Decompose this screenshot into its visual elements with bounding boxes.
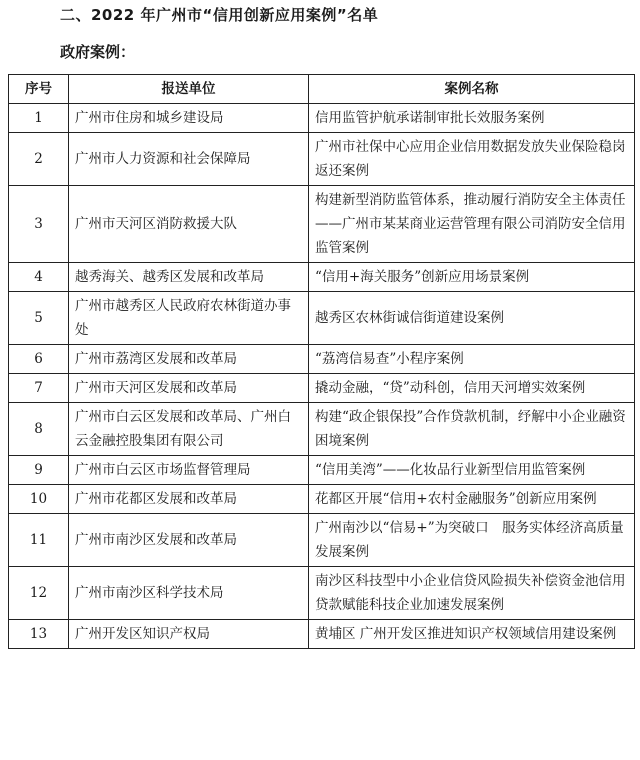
row-index: 10 [9,485,69,514]
section-heading-government-cases: 政府案例： [60,43,136,61]
row-unit: 广州市天河区消防救援大队 [69,186,309,263]
row-case-name: 撬动金融，“贷”动科创，信用天河增实效案例 [309,374,635,403]
row-index: 12 [9,567,69,620]
header-unit: 报送单位 [69,75,309,104]
row-index: 11 [9,514,69,567]
row-case-name: 构建“政企银保投”合作贷款机制，纾解中小企业融资困境案例 [309,403,635,456]
header-case-name: 案例名称 [309,75,635,104]
row-index: 6 [9,345,69,374]
table-row [9,186,635,263]
table-row [9,374,635,403]
row-index: 5 [9,292,69,345]
table-row [9,133,635,186]
table-row [9,292,635,345]
row-unit: 广州市住房和城乡建设局 [69,104,309,133]
table-row [9,104,635,133]
cases-table [8,74,635,649]
row-unit: 广州市南沙区发展和改革局 [69,514,309,567]
row-index: 1 [9,104,69,133]
table-row [9,403,635,456]
row-case-name: 南沙区科技型中小企业信贷风险损失补偿资金池信用贷款赋能科技企业加速发展案例 [309,567,635,620]
row-unit: 广州开发区知识产权局 [69,620,309,649]
row-unit: 广州市花都区发展和改革局 [69,485,309,514]
table-row [9,345,635,374]
row-index: 4 [9,263,69,292]
table-row [9,514,635,567]
row-case-name: 越秀区农林街诚信街道建设案例 [309,292,635,345]
row-case-name: 信用监管护航承诺制审批长效服务案例 [309,104,635,133]
row-case-name: “信用美湾”——化妆品行业新型信用监管案例 [309,456,635,485]
row-case-name: 黄埔区 广州开发区推进知识产权领域信用建设案例 [309,620,635,649]
row-unit: 广州市南沙区科学技术局 [69,567,309,620]
row-index: 7 [9,374,69,403]
table-row [9,485,635,514]
row-unit: 广州市越秀区人民政府农林街道办事处 [69,292,309,345]
row-unit: 广州市白云区市场监督管理局 [69,456,309,485]
table-row [9,620,635,649]
row-index: 9 [9,456,69,485]
row-unit: 广州市白云区发展和改革局、广州白云金融控股集团有限公司 [69,403,309,456]
row-case-name: 广州南沙以“信易+”为突破口 服务实体经济高质量发展案例 [309,514,635,567]
row-index: 13 [9,620,69,649]
row-case-name: 广州市社保中心应用企业信用数据发放失业保险稳岗返还案例 [309,133,635,186]
row-case-name: 花都区开展“信用+农村金融服务”创新应用案例 [309,485,635,514]
row-unit: 越秀海关、越秀区发展和改革局 [69,263,309,292]
table-header-row [9,75,635,104]
row-case-name: “信用+海关服务”创新应用场景案例 [309,263,635,292]
row-unit: 广州市人力资源和社会保障局 [69,133,309,186]
page-heading: 二、2022 年广州市“信用创新应用案例”名单 [60,6,379,24]
row-index: 2 [9,133,69,186]
row-unit: 广州市荔湾区发展和改革局 [69,345,309,374]
row-case-name: 构建新型消防监管体系，推动履行消防安全主体责任——广州市某某商业运营管理有限公司消防安全信用监管案例 [309,186,635,263]
table-row [9,456,635,485]
table-row [9,263,635,292]
row-unit: 广州市天河区发展和改革局 [69,374,309,403]
table-row [9,567,635,620]
row-index: 8 [9,403,69,456]
row-case-name: “荔湾信易查”小程序案例 [309,345,635,374]
header-index: 序号 [9,75,69,104]
row-index: 3 [9,186,69,263]
